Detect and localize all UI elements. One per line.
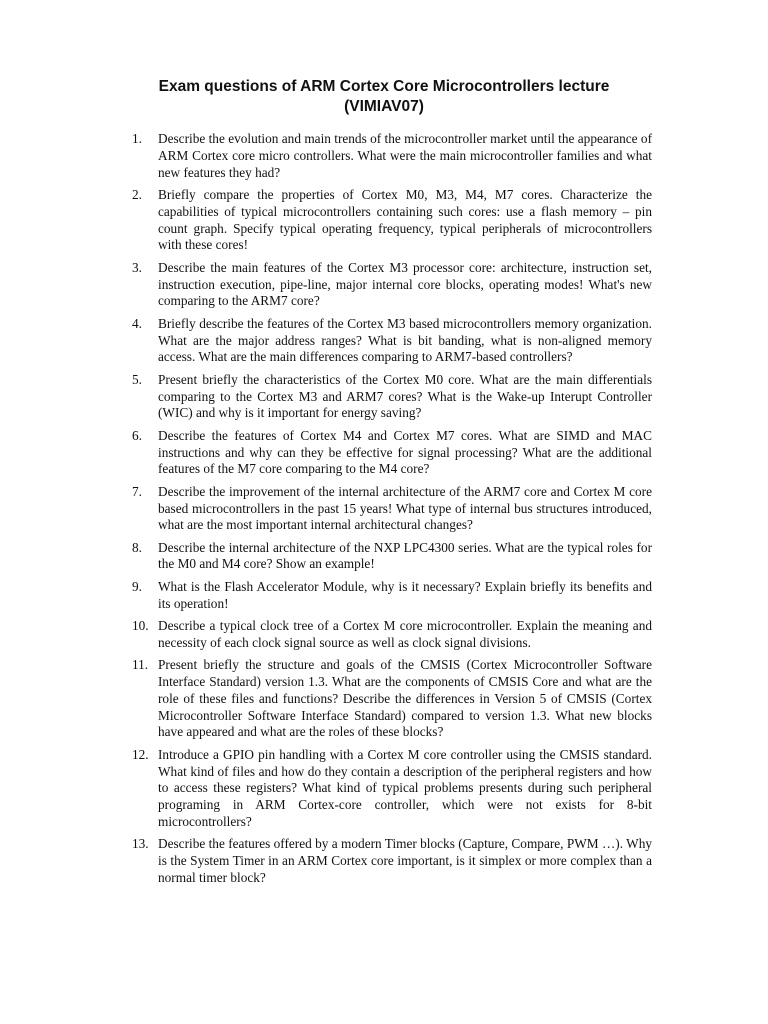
question-number: 3. xyxy=(132,259,142,275)
question-item-5 xyxy=(132,372,652,422)
question-number: 8. xyxy=(132,539,142,555)
question-text: Describe the main features of the Cortex M3 processor core: architecture, instruction set, instruction execution, pipe-line, major internal core blocks, operating modes! What's new comparing to the ARM7 core? xyxy=(158,259,652,309)
question-item-4 xyxy=(132,316,652,366)
question-text: Introduce a GPIO pin handling with a Cortex M core controller using the CMSIS standard. What kind of files and how do they contain a description of the peripheral registers and how to access these registers? What kind of typical problems presents during such peripheral programing in ARM Cortex-core controller, which were not exists for 8-bit microcontrollers? xyxy=(158,746,652,830)
question-number: 5. xyxy=(132,371,142,387)
question-number: 9. xyxy=(132,578,142,594)
question-item-10 xyxy=(132,618,652,652)
question-text: What is the Flash Accelerator Module, why is it necessary? Explain briefly its benefits and its operation! xyxy=(158,578,652,611)
question-number: 1. xyxy=(132,131,142,146)
question-number: 11. xyxy=(132,657,149,673)
question-item-11 xyxy=(132,657,652,741)
question-number: 7. xyxy=(132,483,142,499)
question-item-8 xyxy=(132,540,652,574)
question-item-13 xyxy=(132,836,652,886)
question-text: Briefly describe the features of the Cortex M3 based microcontrollers memory organization. What are the major address ranges? What is bit banding, what is non-aligned memory access. What are the main differences comparing to ARM7-based controllers? xyxy=(158,315,652,365)
page-title-line-2: (VIMIAV07) xyxy=(344,98,424,115)
question-item-3 xyxy=(132,260,652,310)
question-item-1 xyxy=(132,131,652,181)
question-item-9 xyxy=(132,579,652,613)
question-text: Describe the evolution and main trends of the microcontroller market until the appearance of ARM Cortex core micro controllers. What were the main microcontroller families and what new features they had? xyxy=(158,131,652,180)
question-number: 2. xyxy=(132,186,142,202)
question-text: Describe a typical clock tree of a Cortex M core microcontroller. Explain the meaning and necessity of each clock signal source as well as clock signal divisions. xyxy=(158,618,652,650)
question-text: Present briefly the characteristics of the Cortex M0 core. What are the main differentials comparing to the Cortex M3 and ARM7 cores? What is the Wake-up Interupt Controller (WIC) and why is it important for energy saving? xyxy=(158,371,652,421)
question-item-12 xyxy=(132,747,652,831)
question-item-6 xyxy=(132,428,652,478)
question-text: Present briefly the structure and goals of the CMSIS (Cortex Microcontroller Software Interface Standard) version 1.3. What are the components of CMSIS Core and what are the role of these files and functions? Describe the differences in Version 5 of CMSIS (Cortex Microcontroller Software Interface Standard) compared to version 1.3. What new blocks have appeared and what are the roles of these blocks? xyxy=(158,657,652,740)
question-number: 6. xyxy=(132,427,142,443)
question-item-2 xyxy=(132,187,652,254)
question-number: 4. xyxy=(132,315,142,331)
question-text: Describe the internal architecture of the NXP LPC4300 series. What are the typical roles for the M0 and M4 core? Show an example! xyxy=(158,539,652,572)
question-number: 13. xyxy=(132,836,149,852)
question-item-7 xyxy=(132,484,652,534)
question-text: Briefly compare the properties of Cortex M0, M3, M4, M7 cores. Characterize the capabilities of typical microcontrollers containing such cores: use a flash memory – pin count graph. Specify typical operating frequency, typical peripherals of microcontrollers with these cores! xyxy=(158,186,652,253)
question-text: Describe the improvement of the internal architecture of the ARM7 core and Cortex M core based microcontrollers in the past 15 years! What type of internal bus structures introduced, what are the most important internal architectural changes? xyxy=(158,483,652,533)
question-number: 12. xyxy=(132,746,149,762)
question-list xyxy=(132,131,652,892)
question-text: Describe the features offered by a modern Timer blocks (Capture, Compare, PWM …). Why is the System Timer in an ARM Cortex core important, is it simplex or more complex than a normal timer block? xyxy=(158,836,652,885)
page-title-line-1: Exam questions of ARM Cortex Core Microcontrollers lecture xyxy=(158,78,610,95)
question-number: 10. xyxy=(132,618,149,634)
page-title xyxy=(100,77,668,117)
question-text: Describe the features of Cortex M4 and Cortex M7 cores. What are SIMD and MAC instructions and why can they be effective for signal processing? What are the additional features of the M7 core comparing to the M4 core? xyxy=(158,427,652,477)
